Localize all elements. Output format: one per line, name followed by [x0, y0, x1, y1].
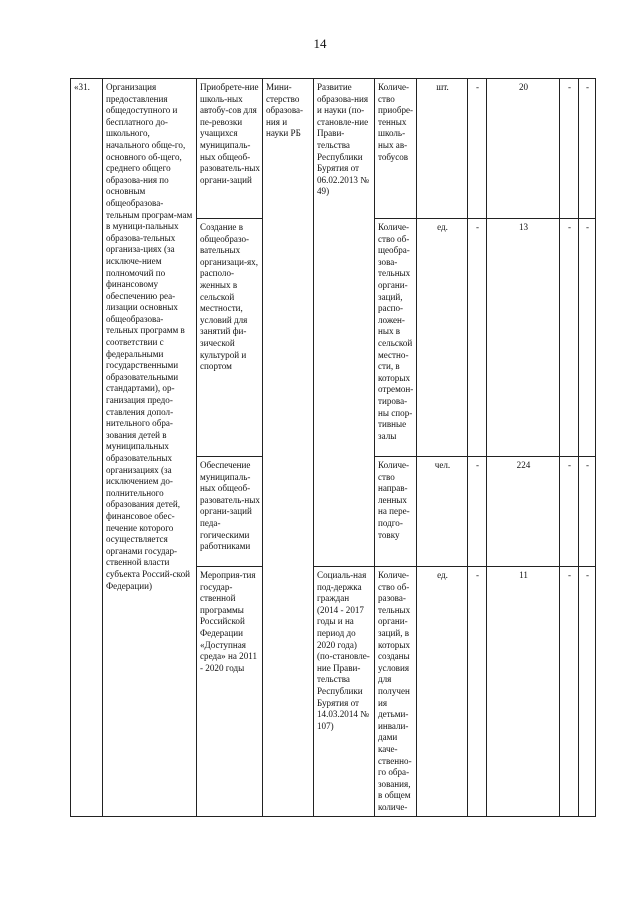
indicator-cell: Количе-ство приобре-тенных школь-ных ав-тобусов	[375, 79, 417, 219]
value-cell: -	[560, 457, 579, 567]
value-cell: -	[468, 567, 487, 817]
value-cell: -	[468, 457, 487, 567]
value-cell: 11	[487, 567, 560, 817]
value-cell: 13	[487, 219, 560, 457]
value-cell: 20	[487, 79, 560, 219]
unit-cell: ед.	[417, 219, 468, 457]
value-cell: -	[560, 79, 579, 219]
value-cell: -	[579, 79, 596, 219]
event-cell: Мероприя-тия государ-ственной программы Российской Федерации «Доступная среда» на 2011 - 2020 годы	[197, 567, 263, 817]
indicator-cell: Количе-ство об-щеобра-зова-тельных органи-заций, распо-ложен-ных в сельской местно-сти, в которых отремон-тирова-ны спор-тивные залы	[375, 219, 417, 457]
value-cell: -	[468, 219, 487, 457]
event-cell: Создание в общеобразо-вательных организаци-ях, располо-женных в сельской местности, условий для занятий фи-зической культурой и спортом	[197, 219, 263, 457]
executor-cell: Мини-стерство образова-ния и науки РБ	[263, 79, 314, 817]
program-table	[70, 78, 596, 817]
value-cell: -	[579, 457, 596, 567]
unit-cell: шт.	[417, 79, 468, 219]
value-cell: -	[560, 219, 579, 457]
unit-cell: чел.	[417, 457, 468, 567]
page-number: 14	[313, 36, 327, 51]
unit-cell: ед.	[417, 567, 468, 817]
value-cell: -	[560, 567, 579, 817]
event-cell: Обеспечение муниципаль-ных общеоб-разователь-ных органи-заций педа-гогическими работниками	[197, 457, 263, 567]
indicator-cell: Количе-ство об-разова-тельных органи-заций, в которых созданы условия для получения детьми-инвали-дами каче-ственно-го обра-зования, в общем количе-	[375, 567, 417, 817]
indicator-cell: Количе-ство направ-ленных на пере-подго-товку	[375, 457, 417, 567]
value-cell: -	[468, 79, 487, 219]
table-row	[71, 79, 596, 219]
value-cell: 224	[487, 457, 560, 567]
row-number-cell: «31.	[71, 79, 103, 817]
program-cell: Развитие образова-ния и науки (по-становле-ние Прави-тельства Республики Бурятия от 06.02.2013 № 49)	[314, 79, 375, 567]
value-cell: -	[579, 219, 596, 457]
event-cell: Приобрете-ние школь-ных автобу-сов для пе-ревозки учащихся муниципаль-ных общеоб-разователь-ных органи-заций	[197, 79, 263, 219]
program-cell: Социаль-ная под-держка граждан (2014 - 2017 годы и на период до 2020 года) (по-становле-ние Прави-тельства Республики Бурятия от 14.03.2014 № 107)	[314, 567, 375, 817]
value-cell: -	[579, 567, 596, 817]
task-cell: Организация предоставления общедоступного и бесплатного до-школьного, начального обще-го, основного об-щего, среднего общего образова-ния по основным общеобразова-тельным програм-мам в муници-пальных образова-тельных организа-циях (за исключе-нием полномочий по финансовому обеспечению реа-лизации основных общеобразова-тельных программ в соответствии с федеральными государственными образовательными стандартами), ор-ганизация предо-ставления допол-нительного обра-зования детей в муниципальных образовательных организациях (за исключением до-полнительного образования детей, финансовое обес-печение которого осуществляется органами государ-ственной власти субъекта Россий-ской Федерации)	[103, 79, 197, 817]
